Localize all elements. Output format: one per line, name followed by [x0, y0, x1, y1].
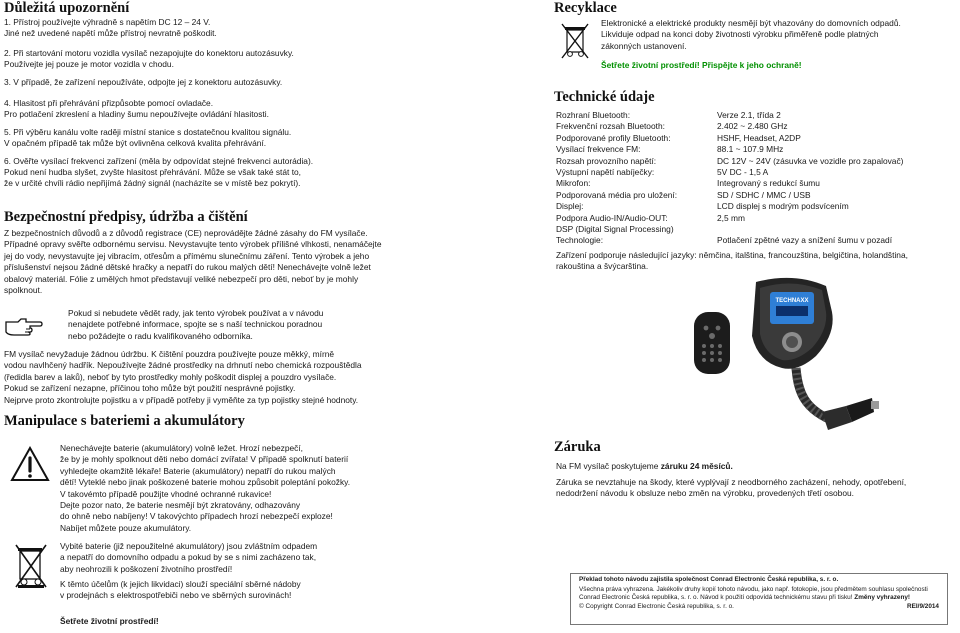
- table-row: Frekvenční rozsah Bluetooth: 2.402 ~ 2.480 GHz: [556, 121, 788, 132]
- copyright-text: © Copyright Conrad Electronic Česká republika, s. r. o.: [579, 603, 734, 610]
- list-item: 1. Přístroj používejte výhradně s napětím DC 12 – 24 V. Jiné než uvedené napětí může přístroj nevratně poškodit.: [4, 17, 217, 38]
- recycle-text: Elektronické a elektrické produkty nesmějí být vhazovány do domovních odpadů. Likviduje odpad na konci doby životnosti výrobku přiměřeně podle platných zákonných ustanovení.: [601, 18, 901, 51]
- table-row: Rozsah provozního napětí: DC 12V ~ 24V (zásuvka ve vozidle pro zapalovač): [556, 155, 904, 166]
- safety-paragraph-2: FM vysílač nevyžaduje žádnou údržbu. K čištění pouzdra používejte pouze měkký, mírně vodou navlhčený hadřík. Nepoužívejte žádné prostředky na drhnutí nebo chemická rozpouštědla (ředidla barev a laků), neboť by tyto prostředky mohly poškodit displej a pouzdro vysílače. Pokud se zařízení nezapne, příčinou toho může být použití nesprávné pojistky. Nejprve proto zkontrolujte pojistku a v případě potřeby ji vyměňte za typ pojistky stejné hodnoty.: [4, 349, 362, 405]
- crossed-bin-icon: [560, 22, 590, 60]
- tech-table: [556, 110, 956, 247]
- list-item: 6. Ověřte vysílací frekvenci zařízení (měla by odpovídat stejné frekvenci autorádia). Pokud není hudba slyšet, zvyšte hlasitost přehrávání. Může se však také stát to, že v určité chvíli rádio nepřijímá žádný signál (nacházíte se v místě bez pokrytí).: [4, 156, 314, 188]
- table-row: Mikrofon: Integrovaný s redukcí šumu: [556, 178, 820, 189]
- safety-title: Bezpečnostní předpisy, údržba a čištění: [4, 209, 248, 225]
- recycle-title: Recyklace: [554, 0, 617, 16]
- protect-environment: Šetřete životní prostředí!: [60, 616, 159, 626]
- footer-bottom-row: [579, 603, 939, 611]
- list-item: 5. Při výběru kanálu volte raději místní stanice s dostatečnou kvalitou signálu. V opačném případě tak může být ovlivněna celková kvalita přehrávání.: [4, 127, 292, 148]
- table-row: Displej: LCD displej s modrým podsvícením: [556, 201, 849, 212]
- table-row: Rozhraní Bluetooth: Verze 2.1, třída 2: [556, 110, 781, 120]
- important-title: Důležitá upozornění: [4, 0, 130, 16]
- document-code: REI/9/2014: [907, 603, 939, 610]
- table-row: Vysílací frekvence FM: 88.1 ~ 107.9 MHz: [556, 144, 784, 155]
- list-item: 3. V případě, že zařízení nepoužíváte, odpojte jej z konektoru autozásuvky.: [4, 77, 283, 88]
- fm-transmitter-image: [686, 272, 886, 432]
- important-list: [4, 17, 472, 194]
- footer-rights: Všechna práva vyhrazena. Jakékoliv druhy kopií tohoto návodu, jako např. fotokopie, jsou předmětem souhlasu společnosti: [579, 586, 928, 593]
- list-item: 2. Při startování motoru vozidla vysílač nezapojujte do konektoru autozásuvky. Používejte jej pouze je motor vozidla v chodu.: [4, 48, 294, 69]
- battery-disposal: Vybité baterie (již nepoužitelné akumulátory) jsou zvláštním odpadem a nepatří do domovního odpadu a pokud by se s nimi zacházeno tak, aby neohrozili k poškození životního prostředí!: [60, 541, 318, 574]
- warranty-title: Záruka: [554, 439, 601, 455]
- translation-footer: [570, 573, 948, 625]
- warranty-text: Záruka se nevztahuje na škody, které vyplývají z neodborného zacházení, nehody, opotřebení, nedodržení návodu k obsluze nebo změn na výrobku, provedených třetí osobou.: [556, 477, 907, 499]
- battery-title: Manipulace s bateriemi a akumulátory: [4, 413, 245, 429]
- device-brand-label: TECHNAXX: [775, 298, 809, 304]
- list-item: 4. Hlasitost při přehrávání přizpůsobte pomocí ovladače. Pro potlačení zkreslení a hladiny šumu nepoužívejte ovládání hlasitosti.: [4, 97, 269, 119]
- battery-collect: K těmto účelům (k jejich likvidaci) slouží speciální sběrné nádoby v prodejnách s elektrospotřebiči nebo ve sběrných surovinách!: [60, 579, 301, 601]
- footer-title: Překlad tohoto návodu zajistila společnost Conrad Electronic Česká republika, s. r. o.: [579, 576, 839, 583]
- hand-note: Pokud si nebudete vědět rady, jak tento výrobek používat a v návodu nenajdete potřebné informace, spojte se s naší technickou poradnou nebo požádejte o radu kvalifikovaného odborníka.: [68, 308, 324, 341]
- pointing-hand-icon: [4, 316, 44, 336]
- warranty-line: Na FM vysílač poskytujeme záruku 24 měsíců.: [556, 461, 733, 471]
- tech-title: Technické údaje: [554, 89, 655, 105]
- table-row: Podpora Audio-IN/Audio-OUT: 2,5 mm: [556, 212, 745, 223]
- recycle-slogan: Šetřete životní prostředí! Přispějte k jeho ochraně!: [601, 60, 802, 70]
- table-row: Podporované profily Bluetooth: HSHF, Headset, A2DP: [556, 132, 801, 143]
- table-row: DSP (Digital Signal Processing): [556, 224, 674, 235]
- safety-paragraph-1: Z bezpečnostních důvodů a z důvodů registrace (CE) neprovádějte žádné zásahy do FM vysílače. Případné opravy svěřte odbornému servisu. Nevystavujte tento výrobek přílišné vlhkosti, nenamáčejte jej do vody, nevystavujte jej vibracím, otřesům a přímému slunečnímu záření. Tento výrobek a jeho příslušenství nejsou žádné dětské hračky a nepatří do rukou malých dětí! Nenechávejte volně ležet obalový materiál. Fólie z umělých hmot představují veliké nebezpečí pro děti, neboť by je mohly spolknout.: [4, 228, 382, 296]
- battery-warning: Nenechávejte baterie (akumulátory) volně ležet. Hrozí nebezpečí, že by je mohly spolknout děti nebo domácí zvířata! V případě spolknutí baterií vyhledejte okamžitě lékaře! Baterie (akumulátory) nepatří do rukou malých dětí! Vyteklé nebo jinak poškozené baterie mohou způsobit poleptání pokožky. V takovémto případě použijte vhodné ochranné rukavice! Dejte pozor nato, že baterie nesmějí být zkratovány, odhazovány do ohně nebo nabíjeny! V takovýchto případech hrozí nebezpečí exploze! Nabíjet můžete pouze akumulátory.: [60, 443, 351, 533]
- warning-icon: [10, 446, 50, 482]
- table-row: Výstupní napětí nabíječky: 5V DC - 1,5 A: [556, 167, 769, 178]
- footer-notice: Conrad Electronic Česká republika, s. r. o. Návod k použití odpovídá technickému stavu při tisku! Změny vyhrazeny!: [579, 594, 911, 601]
- battery-disposal-icon: [14, 541, 48, 589]
- table-row: Podporovaná média pro uložení: SD / SDHC / MMC / USB: [556, 189, 811, 200]
- table-row: Technologie: Potlačení zpětné vazy a snížení šumu v pozadí: [556, 235, 893, 246]
- languages-text: Zařízení podporuje následující jazyky: němčina, italština, francouzština, belgičtina, holandština, rakouština a švýcarština.: [556, 250, 908, 272]
